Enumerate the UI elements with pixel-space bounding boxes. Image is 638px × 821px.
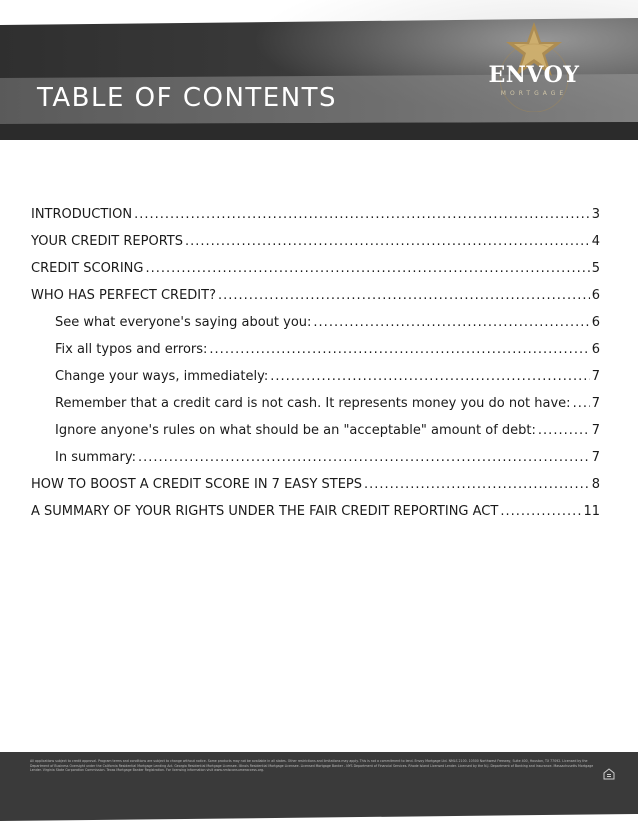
logo-wordmark: ENVOY [488, 62, 580, 88]
toc-leader [573, 396, 590, 411]
page-title: TABLE OF CONTENTS [37, 83, 338, 113]
toc-label: YOUR CREDIT REPORTS [31, 234, 183, 249]
toc-leader [500, 504, 581, 519]
toc-leader [364, 477, 590, 492]
toc-page: 3 [591, 207, 600, 222]
toc-page: 5 [591, 261, 600, 276]
toc-leader [209, 342, 589, 357]
toc-page: 7 [591, 369, 600, 384]
toc-page: 7 [591, 396, 600, 411]
envoy-logo[interactable] [484, 20, 584, 112]
toc-entry[interactable] [31, 477, 600, 504]
toc-subentry[interactable] [31, 369, 600, 396]
toc-label: Ignore anyone's rules on what should be an "acceptable" amount of debt: [55, 423, 536, 438]
toc-page: 4 [591, 234, 600, 249]
toc-entry[interactable] [31, 234, 600, 261]
toc-entry[interactable] [31, 288, 600, 315]
toc-label: Change your ways, immediately: [55, 369, 269, 384]
toc-page: 8 [591, 477, 600, 492]
toc-label: Remember that a credit card is not cash. It represents money you do not have: [55, 396, 571, 411]
toc-leader [138, 450, 590, 465]
toc-page: 7 [591, 423, 600, 438]
toc-label: HOW TO BOOST A CREDIT SCORE IN 7 EASY STEPS [31, 477, 363, 492]
toc-label: Fix all typos and errors: [55, 342, 208, 357]
toc-label: INTRODUCTION [31, 207, 133, 222]
footer [0, 752, 638, 821]
toc-label: In summary: [55, 450, 136, 465]
toc-subentry[interactable] [31, 423, 600, 450]
toc-page: 11 [583, 504, 600, 519]
toc-leader [313, 315, 589, 330]
toc-subentry[interactable] [31, 396, 600, 423]
header-banner [0, 0, 638, 160]
toc-leader [185, 234, 590, 249]
toc-leader [538, 423, 590, 438]
toc-leader [218, 288, 590, 303]
equal-housing-opportunity-icon [603, 768, 615, 780]
toc-page: 6 [591, 315, 600, 330]
toc-page: 6 [591, 288, 600, 303]
footer-disclaimer: All applications subject to credit approval. Program terms and conditions are subject to change without notice. Some products may not be available in all states. Other restrictions and limitations may apply. This is not a commitment to lend. Envoy Mortgage Ltd. NMLS 2100. 10500 Northwest Freeway, Suite 400, Houston, TX 77092. Licensed by the Department of Business Oversight under the California Residential Mortgage Lending Act. Georgia Residential Mortgage Licensee. Illinois Residential Mortgage Licensee. Licensed Mortgage Banker - NYS Department of Financial Services. Rhode Island Licensed Lender. Licensed by the N.J. Department of Banking and Insurance. Massachusetts Mortgage Lender. Virginia State Corporation Commission. Texas Mortgage Banker Registration. For licensing information visit www.nmlsconsumeraccess.org. [30, 759, 594, 773]
toc-label: A SUMMARY OF YOUR RIGHTS UNDER THE FAIR CREDIT REPORTING ACT [31, 504, 499, 519]
table-of-contents [31, 207, 600, 531]
logo-subtitle: MORTGAGE [500, 90, 568, 97]
toc-entry[interactable] [31, 261, 600, 288]
toc-label: CREDIT SCORING [31, 261, 144, 276]
toc-label: WHO HAS PERFECT CREDIT? [31, 288, 216, 303]
toc-page: 6 [591, 342, 600, 357]
toc-subentry[interactable] [31, 315, 600, 342]
toc-leader [134, 207, 590, 222]
toc-entry[interactable] [31, 504, 600, 531]
toc-subentry[interactable] [31, 342, 600, 369]
toc-label: See what everyone's saying about you: [55, 315, 312, 330]
toc-entry[interactable] [31, 207, 600, 234]
toc-subentry[interactable] [31, 450, 600, 477]
toc-page: 7 [591, 450, 600, 465]
toc-leader [145, 261, 589, 276]
toc-leader [270, 369, 590, 384]
